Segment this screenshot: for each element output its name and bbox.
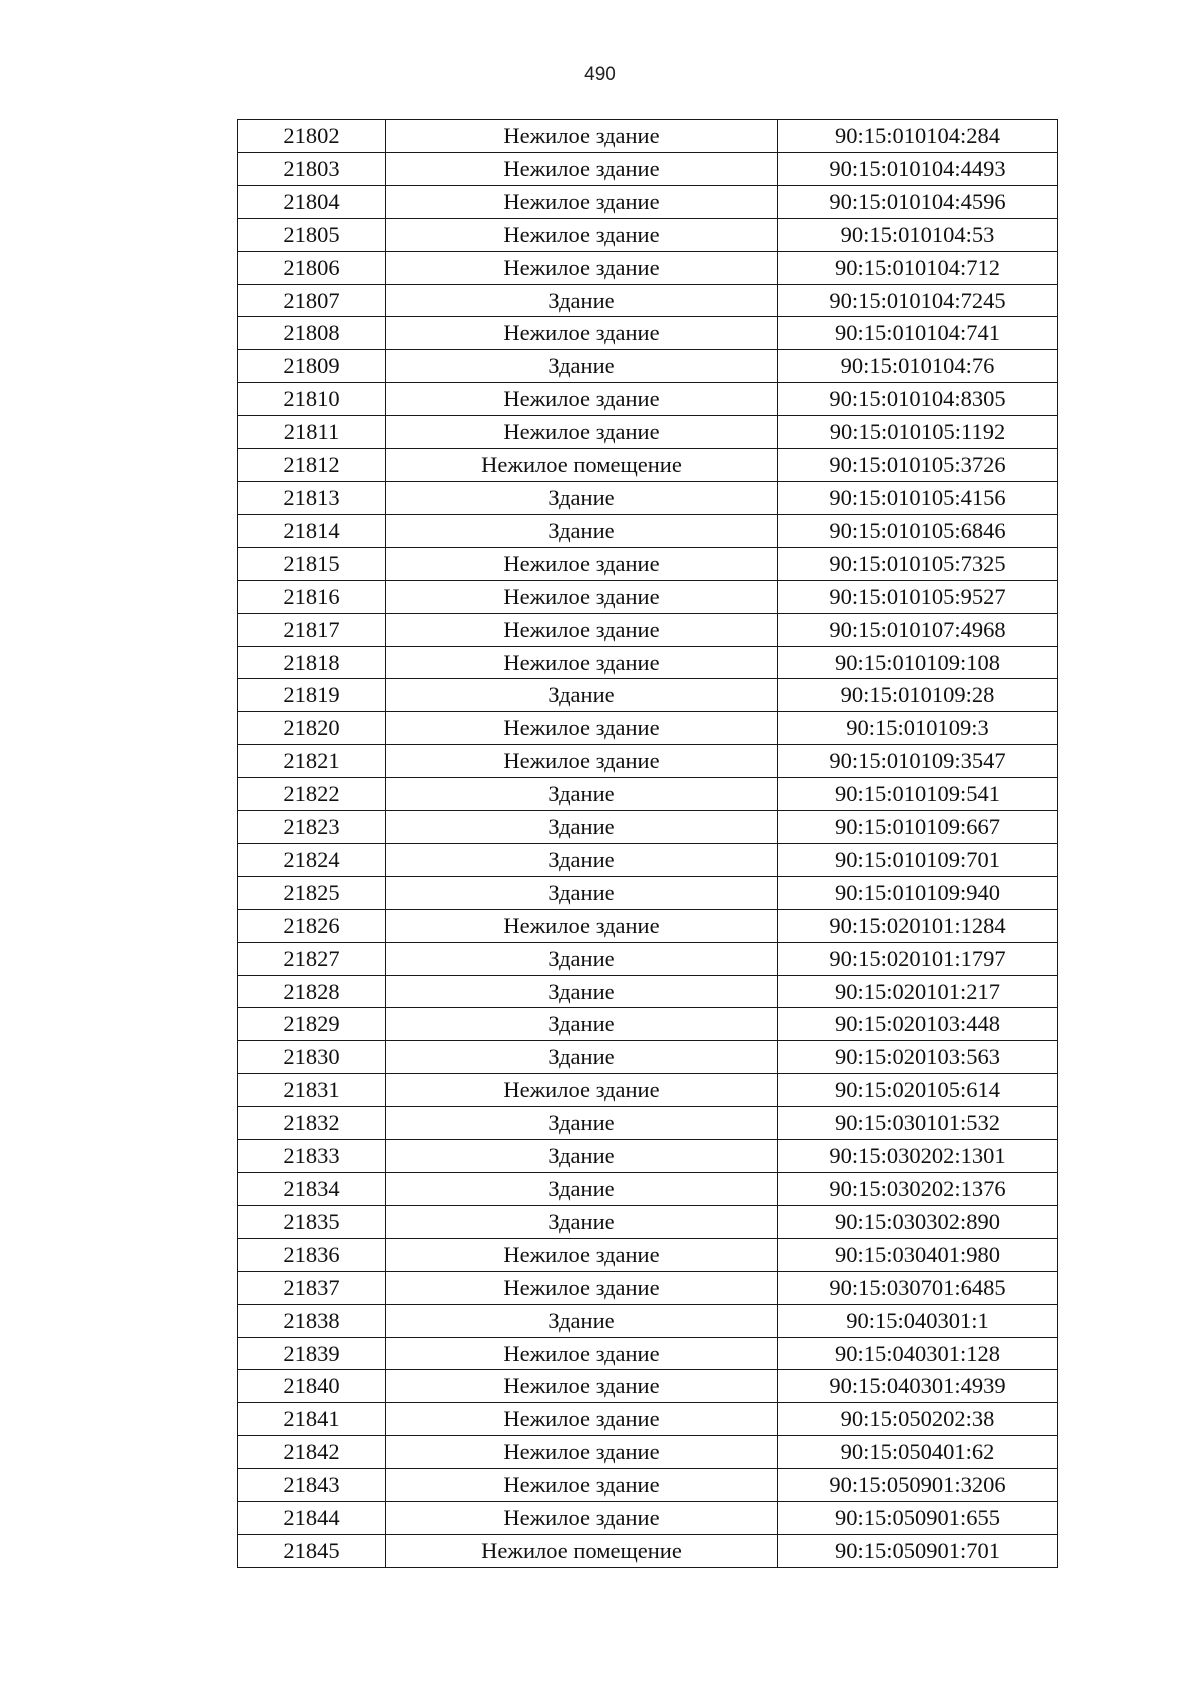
table-row (238, 1074, 1058, 1107)
cadastral-number-cell: 90:15:010109:3547 (778, 745, 1058, 778)
table-row (238, 514, 1058, 547)
table-row (238, 1337, 1058, 1370)
object-name-cell: Нежилое здание (386, 745, 778, 778)
registry-table-body (238, 120, 1058, 1568)
registry-table (237, 119, 1058, 1568)
table-row (238, 745, 1058, 778)
cadastral-number-cell: 90:15:010105:9527 (778, 580, 1058, 613)
cadastral-number-cell: 90:15:010109:701 (778, 843, 1058, 876)
object-name-cell: Здание (386, 1304, 778, 1337)
row-number-cell: 21819 (238, 679, 386, 712)
cadastral-number-cell: 90:15:050901:3206 (778, 1469, 1058, 1502)
object-name-cell: Нежилое здание (386, 1370, 778, 1403)
object-name-cell: Здание (386, 284, 778, 317)
row-number-cell: 21840 (238, 1370, 386, 1403)
cadastral-number-cell: 90:15:010104:53 (778, 218, 1058, 251)
row-number-cell: 21828 (238, 975, 386, 1008)
cadastral-number-cell: 90:15:010105:6846 (778, 514, 1058, 547)
row-number-cell: 21826 (238, 909, 386, 942)
cadastral-number-cell: 90:15:040301:128 (778, 1337, 1058, 1370)
cadastral-number-cell: 90:15:010104:76 (778, 350, 1058, 383)
cadastral-number-cell: 90:15:010104:4493 (778, 152, 1058, 185)
object-name-cell: Нежилое здание (386, 613, 778, 646)
table-row (238, 1534, 1058, 1567)
object-name-cell: Здание (386, 1205, 778, 1238)
object-name-cell: Нежилое здание (386, 383, 778, 416)
cadastral-number-cell: 90:15:030202:1376 (778, 1173, 1058, 1206)
table-row (238, 712, 1058, 745)
table-row (238, 580, 1058, 613)
table-row (238, 843, 1058, 876)
row-number-cell: 21829 (238, 1008, 386, 1041)
table-row (238, 481, 1058, 514)
object-name-cell: Здание (386, 1041, 778, 1074)
registry-table-container (237, 119, 1057, 1568)
row-number-cell: 21810 (238, 383, 386, 416)
object-name-cell: Нежилое здание (386, 120, 778, 153)
object-name-cell: Здание (386, 843, 778, 876)
cadastral-number-cell: 90:15:020101:217 (778, 975, 1058, 1008)
cadastral-number-cell: 90:15:010107:4968 (778, 613, 1058, 646)
cadastral-number-cell: 90:15:010105:3726 (778, 449, 1058, 482)
object-name-cell: Здание (386, 514, 778, 547)
table-row (238, 547, 1058, 580)
cadastral-number-cell: 90:15:010109:940 (778, 876, 1058, 909)
object-name-cell: Нежилое здание (386, 1436, 778, 1469)
row-number-cell: 21827 (238, 942, 386, 975)
table-row (238, 811, 1058, 844)
object-name-cell: Нежилое здание (386, 1337, 778, 1370)
page-number: 490 (584, 64, 616, 85)
row-number-cell: 21831 (238, 1074, 386, 1107)
object-name-cell: Нежилое здание (386, 1403, 778, 1436)
object-name-cell: Нежилое здание (386, 218, 778, 251)
cadastral-number-cell: 90:15:010109:3 (778, 712, 1058, 745)
cadastral-number-cell: 90:15:040301:4939 (778, 1370, 1058, 1403)
table-row (238, 1238, 1058, 1271)
table-row (238, 876, 1058, 909)
table-row (238, 778, 1058, 811)
table-row (238, 152, 1058, 185)
row-number-cell: 21830 (238, 1041, 386, 1074)
object-name-cell: Нежилое здание (386, 185, 778, 218)
table-row (238, 1205, 1058, 1238)
row-number-cell: 21815 (238, 547, 386, 580)
row-number-cell: 21842 (238, 1436, 386, 1469)
table-row (238, 1041, 1058, 1074)
row-number-cell: 21818 (238, 646, 386, 679)
row-number-cell: 21832 (238, 1107, 386, 1140)
object-name-cell: Здание (386, 1008, 778, 1041)
row-number-cell: 21802 (238, 120, 386, 153)
row-number-cell: 21837 (238, 1271, 386, 1304)
cadastral-number-cell: 90:15:010109:667 (778, 811, 1058, 844)
cadastral-number-cell: 90:15:010109:108 (778, 646, 1058, 679)
cadastral-number-cell: 90:15:010104:741 (778, 317, 1058, 350)
cadastral-number-cell: 90:15:010105:4156 (778, 481, 1058, 514)
row-number-cell: 21813 (238, 481, 386, 514)
table-row (238, 1403, 1058, 1436)
row-number-cell: 21822 (238, 778, 386, 811)
table-row (238, 975, 1058, 1008)
object-name-cell: Нежилое здание (386, 1469, 778, 1502)
cadastral-number-cell: 90:15:030101:532 (778, 1107, 1058, 1140)
row-number-cell: 21805 (238, 218, 386, 251)
cadastral-number-cell: 90:15:010104:8305 (778, 383, 1058, 416)
cadastral-number-cell: 90:15:050401:62 (778, 1436, 1058, 1469)
object-name-cell: Здание (386, 679, 778, 712)
table-row (238, 1370, 1058, 1403)
object-name-cell: Здание (386, 1173, 778, 1206)
cadastral-number-cell: 90:15:020103:448 (778, 1008, 1058, 1041)
object-name-cell: Нежилое здание (386, 1074, 778, 1107)
row-number-cell: 21839 (238, 1337, 386, 1370)
object-name-cell: Здание (386, 975, 778, 1008)
row-number-cell: 21836 (238, 1238, 386, 1271)
table-row (238, 1469, 1058, 1502)
row-number-cell: 21814 (238, 514, 386, 547)
row-number-cell: 21843 (238, 1469, 386, 1502)
object-name-cell: Нежилое здание (386, 152, 778, 185)
object-name-cell: Нежилое здание (386, 416, 778, 449)
object-name-cell: Нежилое здание (386, 580, 778, 613)
table-row (238, 1271, 1058, 1304)
row-number-cell: 21825 (238, 876, 386, 909)
table-row (238, 383, 1058, 416)
table-row (238, 449, 1058, 482)
table-row (238, 284, 1058, 317)
table-row (238, 120, 1058, 153)
row-number-cell: 21844 (238, 1502, 386, 1535)
row-number-cell: 21821 (238, 745, 386, 778)
cadastral-number-cell: 90:15:010105:1192 (778, 416, 1058, 449)
table-row (238, 1140, 1058, 1173)
table-row (238, 613, 1058, 646)
row-number-cell: 21816 (238, 580, 386, 613)
cadastral-number-cell: 90:15:050901:655 (778, 1502, 1058, 1535)
object-name-cell: Нежилое здание (386, 1502, 778, 1535)
row-number-cell: 21809 (238, 350, 386, 383)
row-number-cell: 21833 (238, 1140, 386, 1173)
table-row (238, 317, 1058, 350)
object-name-cell: Нежилое здание (386, 646, 778, 679)
object-name-cell: Здание (386, 481, 778, 514)
cadastral-number-cell: 90:15:020103:563 (778, 1041, 1058, 1074)
table-row (238, 1502, 1058, 1535)
object-name-cell: Нежилое здание (386, 317, 778, 350)
row-number-cell: 21804 (238, 185, 386, 218)
row-number-cell: 21807 (238, 284, 386, 317)
cadastral-number-cell: 90:15:020101:1797 (778, 942, 1058, 975)
row-number-cell: 21838 (238, 1304, 386, 1337)
cadastral-number-cell: 90:15:030701:6485 (778, 1271, 1058, 1304)
object-name-cell: Здание (386, 876, 778, 909)
table-row (238, 185, 1058, 218)
row-number-cell: 21834 (238, 1173, 386, 1206)
table-row (238, 350, 1058, 383)
cadastral-number-cell: 90:15:010109:28 (778, 679, 1058, 712)
cadastral-number-cell: 90:15:010104:712 (778, 251, 1058, 284)
table-row (238, 646, 1058, 679)
table-row (238, 1008, 1058, 1041)
object-name-cell: Здание (386, 1107, 778, 1140)
row-number-cell: 21835 (238, 1205, 386, 1238)
table-row (238, 679, 1058, 712)
row-number-cell: 21845 (238, 1534, 386, 1567)
row-number-cell: 21820 (238, 712, 386, 745)
object-name-cell: Здание (386, 350, 778, 383)
cadastral-number-cell: 90:15:010104:4596 (778, 185, 1058, 218)
object-name-cell: Нежилое здание (386, 909, 778, 942)
row-number-cell: 21808 (238, 317, 386, 350)
table-row (238, 1436, 1058, 1469)
object-name-cell: Здание (386, 811, 778, 844)
table-row (238, 251, 1058, 284)
object-name-cell: Здание (386, 942, 778, 975)
row-number-cell: 21803 (238, 152, 386, 185)
cadastral-number-cell: 90:15:050901:701 (778, 1534, 1058, 1567)
table-row (238, 1173, 1058, 1206)
table-row (238, 1107, 1058, 1140)
object-name-cell: Здание (386, 778, 778, 811)
row-number-cell: 21806 (238, 251, 386, 284)
cadastral-number-cell: 90:15:010104:284 (778, 120, 1058, 153)
cadastral-number-cell: 90:15:010109:541 (778, 778, 1058, 811)
table-row (238, 218, 1058, 251)
cadastral-number-cell: 90:15:010104:7245 (778, 284, 1058, 317)
row-number-cell: 21824 (238, 843, 386, 876)
cadastral-number-cell: 90:15:040301:1 (778, 1304, 1058, 1337)
table-row (238, 416, 1058, 449)
cadastral-number-cell: 90:15:030302:890 (778, 1205, 1058, 1238)
object-name-cell: Нежилое здание (386, 1271, 778, 1304)
row-number-cell: 21811 (238, 416, 386, 449)
table-row (238, 909, 1058, 942)
cadastral-number-cell: 90:15:020101:1284 (778, 909, 1058, 942)
cadastral-number-cell: 90:15:030401:980 (778, 1238, 1058, 1271)
object-name-cell: Нежилое помещение (386, 449, 778, 482)
object-name-cell: Нежилое помещение (386, 1534, 778, 1567)
row-number-cell: 21823 (238, 811, 386, 844)
object-name-cell: Здание (386, 1140, 778, 1173)
object-name-cell: Нежилое здание (386, 251, 778, 284)
row-number-cell: 21841 (238, 1403, 386, 1436)
row-number-cell: 21812 (238, 449, 386, 482)
object-name-cell: Нежилое здание (386, 547, 778, 580)
cadastral-number-cell: 90:15:010105:7325 (778, 547, 1058, 580)
cadastral-number-cell: 90:15:020105:614 (778, 1074, 1058, 1107)
table-row (238, 1304, 1058, 1337)
object-name-cell: Нежилое здание (386, 712, 778, 745)
cadastral-number-cell: 90:15:030202:1301 (778, 1140, 1058, 1173)
cadastral-number-cell: 90:15:050202:38 (778, 1403, 1058, 1436)
table-row (238, 942, 1058, 975)
object-name-cell: Нежилое здание (386, 1238, 778, 1271)
row-number-cell: 21817 (238, 613, 386, 646)
